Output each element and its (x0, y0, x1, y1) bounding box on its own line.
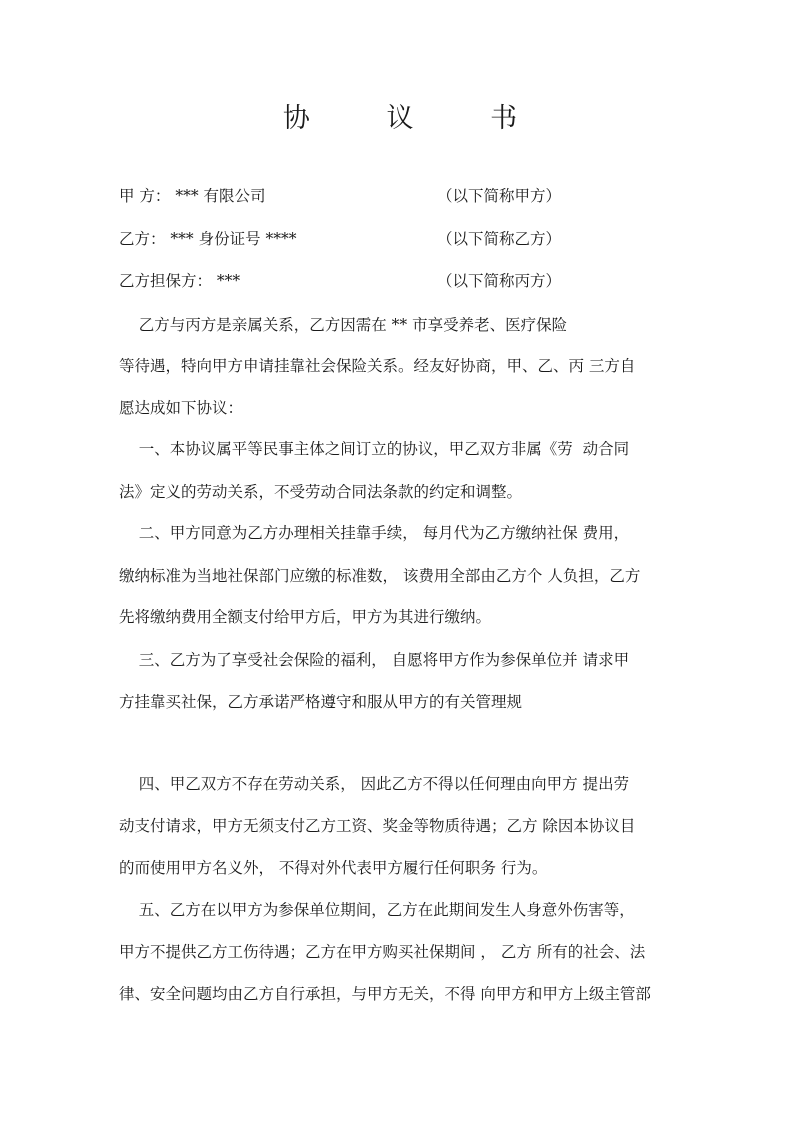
clause-4-line: 的而使用甲方名义外， 不得对外代表甲方履行任何职务 行为。 (119, 859, 548, 877)
party-bing-label: 乙方担保方： *** (119, 272, 241, 290)
clause-1-line: 一、本协议属平等民事主体之间订立的协议，甲乙双方非属《劳 动合同 (119, 440, 630, 458)
clause-3-line: 三、乙方为了享受社会保险的福利， 自愿将甲方作为参保单位并 请求甲 (119, 651, 630, 669)
party-yi-alias: （以下简称乙方） (437, 230, 562, 248)
clause-5-line: 律、安全问题均由乙方自行承担，与甲方无关，不得 向甲方和甲方上级主管部 (119, 985, 651, 1003)
clause-2-line: 缴纳标准为当地社保部门应缴的标准数， 该费用全部由乙方个 人负担，乙方 (119, 567, 641, 585)
party-row-jia (119, 184, 679, 208)
clause-3-line: 方挂靠买社保，乙方承诺严格遵守和服从甲方的有关管理规 (119, 693, 523, 711)
clause-5-line: 五、乙方在以甲方为参保单位期间，乙方在此期间发生人身意外伤害等， (119, 901, 635, 919)
clause-2-line: 先将缴纳费用全额支付给甲方后，甲方为其进行缴纳。 (119, 608, 492, 626)
party-row-yi (119, 227, 679, 251)
body-line: 乙方与丙方是亲属关系，乙方因需在 ** 市享受养老、医疗保险 (119, 316, 568, 334)
body-line: 愿达成如下协议： (119, 399, 244, 417)
party-yi-label: 乙方： *** 身份证号 **** (119, 230, 297, 248)
clause-5-line: 甲方不提供乙方工伤待遇；乙方在甲方购买社保期间 ， 乙方 所有的社会、法 (119, 943, 646, 961)
document-title: 协 议 书 (282, 103, 552, 134)
clause-4-line: 四、甲乙双方不存在劳动关系， 因此乙方不得以任何理由向甲方 提出劳 (119, 775, 630, 793)
party-jia-alias: （以下简称甲方） (437, 187, 562, 205)
clause-1-line: 法》定义的劳动关系，不受劳动合同法条款的约定和调整。 (119, 483, 523, 501)
body-line: 等待遇，特向甲方申请挂靠社会保险关系。经友好协商，甲、乙、丙 三方自 (119, 357, 636, 375)
party-jia-label: 甲 方： *** 有限公司 (119, 187, 266, 205)
clause-4-line: 动支付请求，甲方无须支付乙方工资、奖金等物质待遇；乙方 除因本协议目 (119, 817, 636, 835)
clause-2-line: 二、甲方同意为乙方办理相关挂靠手续， 每月代为乙方缴纳社保 费用， (119, 524, 630, 542)
party-bing-alias: （以下简称丙方） (437, 272, 562, 290)
party-row-bing (119, 269, 679, 293)
